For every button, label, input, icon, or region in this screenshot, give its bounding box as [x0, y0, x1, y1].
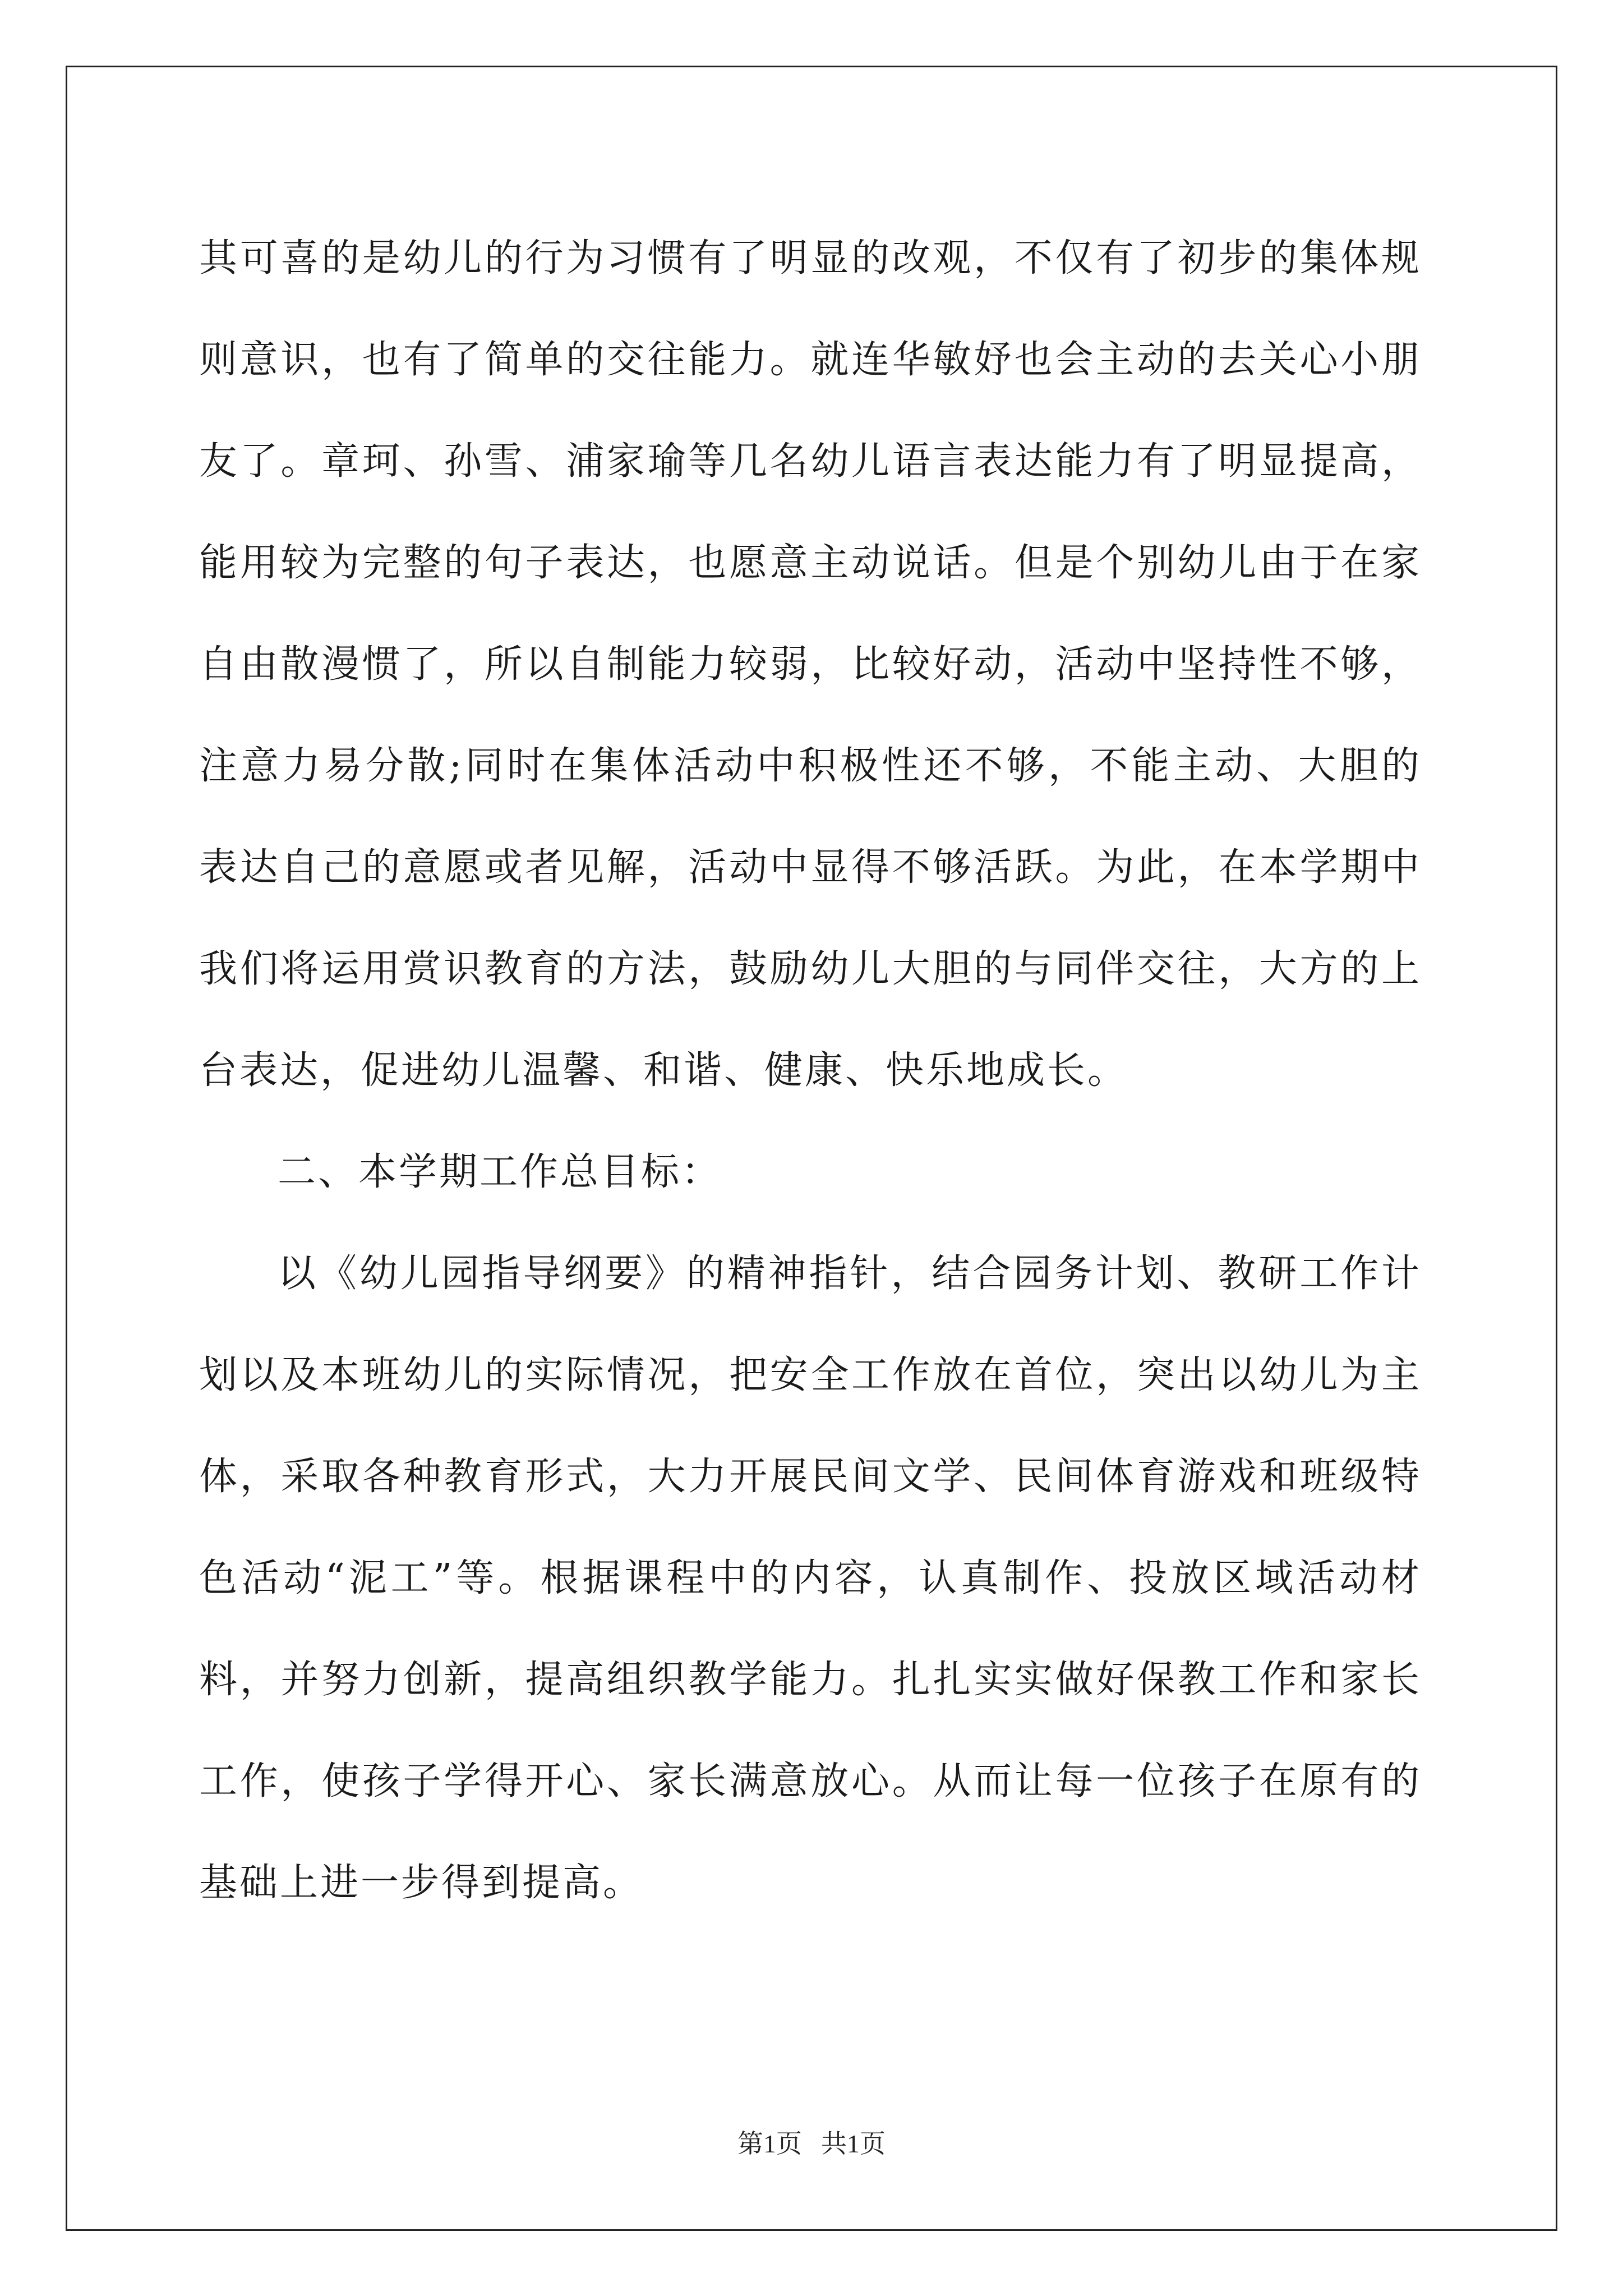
- page-total: 共1页: [821, 2129, 886, 2158]
- page-number: 第1页: [737, 2129, 802, 2158]
- page-footer: [0, 2123, 1623, 2160]
- document-body: [199, 208, 1422, 1934]
- section-heading: 二、本学期工作总目标：: [278, 1150, 722, 1194]
- body-paragraph: 以《幼儿园指导纲要》的精神指针，结合园务计划、教研工作计划以及本班幼儿的实际情况，把安全工作放在首位，突出以幼儿为主体，采取各种教育形式，大力开展民间文学、民间体育游戏和班级特色活动“泥工”等。根据课程中的内容，认真制作、投放区域活动材料，并努力创新，提高组织教学能力。扎扎实实做好保教工作和家长工作，使孩子学得开心、家长满意放心。从而让每一位孩子在原有的基础上进一步得到提高。: [199, 1251, 1422, 1905]
- body-paragraph: 其可喜的是幼儿的行为习惯有了明显的改观，不仅有了初步的集体规则意识，也有了简单的交往能力。就连华敏妤也会主动的去关心小朋友了。章珂、孙雪、浦家瑜等几名幼儿语言表达能力有了明显提高，能用较为完整的句子表达，也愿意主动说话。但是个别幼儿由于在家自由散漫惯了，所以自制能力较弱，比较好动，活动中坚持性不够，注意力易分散;同时在集体活动中积极性还不够，不能主动、大胆的表达自己的意愿或者见解，活动中显得不够活跃。为此，在本学期中我们将运用赏识教育的方法，鼓励幼儿大胆的与同伴交往，大方的上台表达，促进幼儿温馨、和谐、健康、快乐地成长。: [199, 236, 1422, 1093]
